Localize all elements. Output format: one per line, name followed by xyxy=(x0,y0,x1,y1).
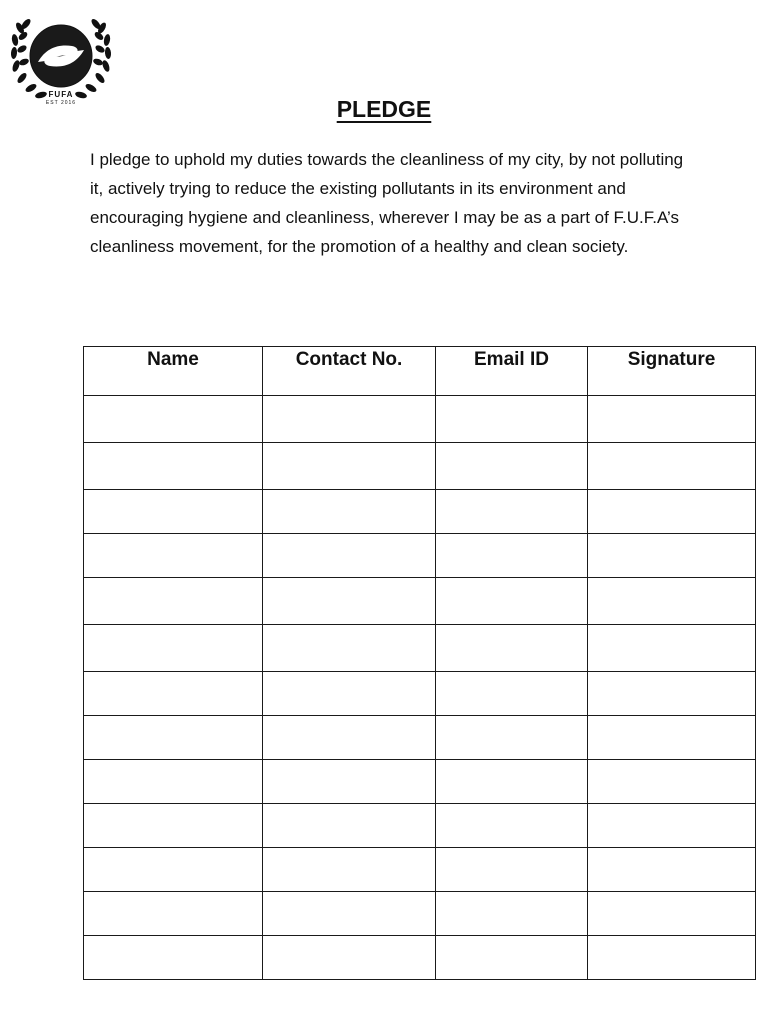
column-header-email: Email ID xyxy=(436,347,588,396)
column-header-signature: Signature xyxy=(588,347,756,396)
cell-email xyxy=(436,625,588,672)
cell-contact xyxy=(263,672,436,716)
cell-name xyxy=(84,892,263,936)
cell-signature xyxy=(588,534,756,578)
table-row xyxy=(84,672,756,716)
cell-contact xyxy=(263,490,436,534)
cell-name xyxy=(84,936,263,980)
cell-email xyxy=(436,443,588,490)
cell-email xyxy=(436,578,588,625)
table-row xyxy=(84,760,756,804)
cell-name xyxy=(84,804,263,848)
table-row xyxy=(84,534,756,578)
table-row xyxy=(84,625,756,672)
table-row xyxy=(84,804,756,848)
cell-name xyxy=(84,625,263,672)
cell-contact xyxy=(263,892,436,936)
cell-email xyxy=(436,716,588,760)
cell-name xyxy=(84,760,263,804)
cell-name xyxy=(84,578,263,625)
cell-signature xyxy=(588,396,756,443)
cell-email xyxy=(436,804,588,848)
table-row xyxy=(84,892,756,936)
cell-signature xyxy=(588,625,756,672)
cell-email xyxy=(436,936,588,980)
cell-email xyxy=(436,848,588,892)
table-row xyxy=(84,443,756,490)
cell-contact xyxy=(263,534,436,578)
logo-name: FUFA xyxy=(48,90,74,99)
cell-email xyxy=(436,396,588,443)
table-header-row xyxy=(84,347,756,396)
cell-name xyxy=(84,672,263,716)
logo-est: EST 2016 xyxy=(45,100,77,106)
cell-contact xyxy=(263,443,436,490)
cell-signature xyxy=(588,804,756,848)
cell-contact xyxy=(263,804,436,848)
cell-contact xyxy=(263,396,436,443)
cell-email xyxy=(436,760,588,804)
table-row xyxy=(84,936,756,980)
cell-contact xyxy=(263,625,436,672)
cell-name xyxy=(84,716,263,760)
cell-signature xyxy=(588,578,756,625)
cell-signature xyxy=(588,672,756,716)
table-body xyxy=(84,396,756,980)
cell-email xyxy=(436,672,588,716)
pledge-text: I pledge to uphold my duties towards the cleanliness of my city, by not polluting it, actively trying to reduce the existing pollutants in its environment and encouraging hygiene and cleanliness, wherever I may be as a part of F.U.F.A’s cleanliness movement, for the promotion of a healthy and clean society. xyxy=(90,150,684,256)
cell-signature xyxy=(588,936,756,980)
cell-name xyxy=(84,490,263,534)
cell-contact xyxy=(263,578,436,625)
column-header-name: Name xyxy=(84,347,263,396)
cell-email xyxy=(436,892,588,936)
cell-signature xyxy=(588,892,756,936)
cell-contact xyxy=(263,936,436,980)
cell-contact xyxy=(263,760,436,804)
cell-signature xyxy=(588,443,756,490)
cell-signature xyxy=(588,716,756,760)
table-row xyxy=(84,716,756,760)
cell-name xyxy=(84,396,263,443)
cell-name xyxy=(84,848,263,892)
cell-signature xyxy=(588,848,756,892)
column-header-contact: Contact No. xyxy=(263,347,436,396)
cell-name xyxy=(84,534,263,578)
table-row xyxy=(84,848,756,892)
cell-name xyxy=(84,443,263,490)
cell-contact xyxy=(263,716,436,760)
cell-signature xyxy=(588,490,756,534)
cell-email xyxy=(436,490,588,534)
fufa-logo xyxy=(6,10,116,110)
table-row xyxy=(84,490,756,534)
table-row xyxy=(84,396,756,443)
signature-table xyxy=(83,346,756,980)
cell-signature xyxy=(588,760,756,804)
cell-contact xyxy=(263,848,436,892)
cell-email xyxy=(436,534,588,578)
page-title: PLEDGE xyxy=(336,96,432,122)
table-row xyxy=(84,578,756,625)
